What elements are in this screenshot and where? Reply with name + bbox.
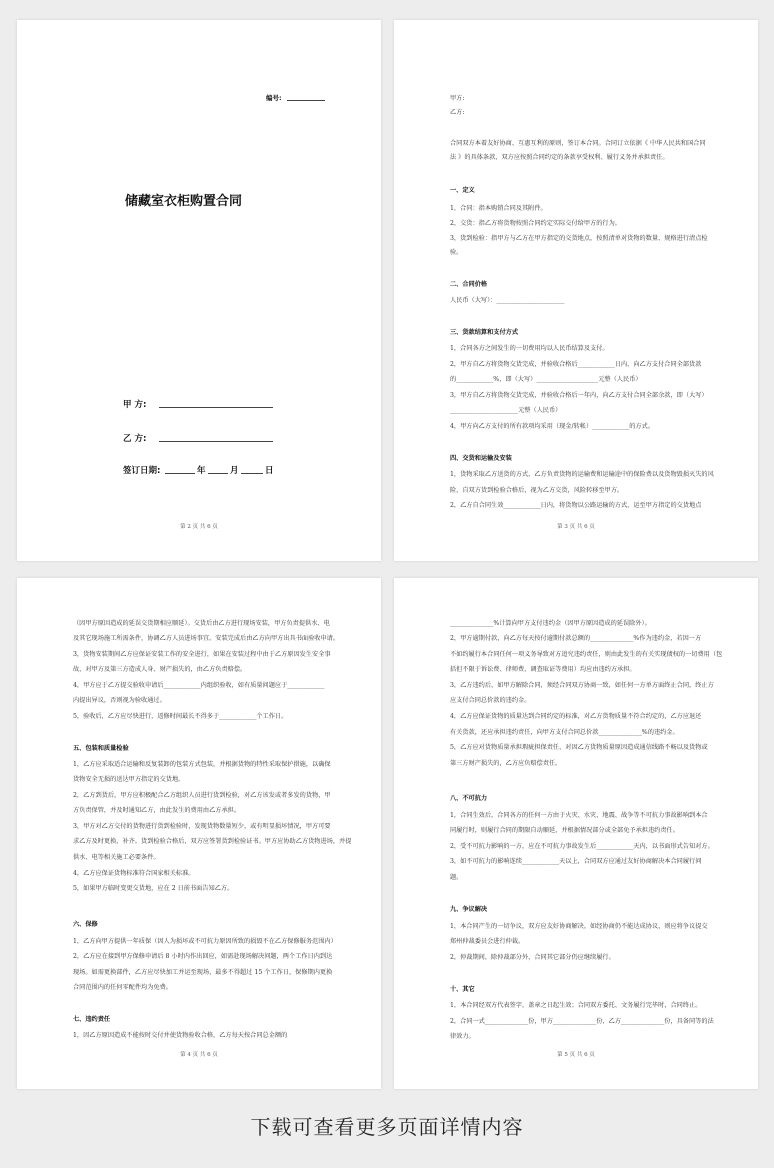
body-line: 4，乙方应保证货物标准符合国家相关标准。 <box>73 870 195 877</box>
section-heading: 六、保修 <box>73 921 98 928</box>
body-line: 及其它现场施工所需条件，协调乙方人员进场事宜。安装完成后由乙方向甲方出具书面验收申请。 <box>73 635 340 642</box>
body-line: 2，受不可抗力影响的一方，应在不可抗力事故发生后____________天内，以书面形式告知对方。 <box>450 843 714 850</box>
body-line: 3，货到检验：指甲方与乙方在甲方指定的交货地点，按照清单对货物的数量、规格进行清点检 <box>450 235 708 242</box>
page-footer: 第 4 页 共 6 页 <box>180 1052 218 1058</box>
contract-number-label: 编号: <box>266 94 282 102</box>
page-footer: 第 3 页 共 6 页 <box>557 524 595 530</box>
body-line: 4，甲方应于乙方提交验收申请后____________内组织验收，如有质量问题应于____________ <box>73 682 325 689</box>
body-line: 3，乙方违约后，如甲方解除合同，须经合同双方协商一致，如任何一方单方面终止合同，终止方 <box>450 682 714 689</box>
body-line: 5，如果甲方临时变更交货地，应在 2 日前书面告知乙方。 <box>73 885 234 892</box>
body-line: 3，甲方对乙方交付的货物进行货到检验时，发现货物数量短少，或有明显损坏情况，甲方可要 <box>73 823 331 830</box>
party-b-label: 乙 方: <box>123 434 147 444</box>
body-line: 同履行时，则履行合同的期限自动顺延，并根据情况部分或全部免予承担违约责任。 <box>450 827 679 834</box>
body-line: 1，乙方应采取适合运输和反复装卸的包装方式包装，并根据货物的特性采取保护措施，以确保 <box>73 761 331 768</box>
body-line: 1，合同生效后，合同各方的任何一方由于火灾、水灾、地震、战争等不可抗力事故影响到本合 <box>450 812 708 819</box>
body-line: 2，乙方应在接到甲方保修申请后 8 小时内作出回应，如需赴现场解决问题，两个工作日内到达 <box>73 953 333 960</box>
body-line: 2，乙方自合同生效____________日内，将货物以公路运输的方式，运至甲方指定的交货地点 <box>450 502 702 509</box>
body-line: 供水、电等相关施工必要条件。 <box>73 854 160 861</box>
body-line: 4，乙方应保证货物的质量达到合同约定的标准，对乙方货物质量不符合约定的，乙方应退还 <box>450 713 702 720</box>
sign-year-line <box>165 473 195 474</box>
contract-page-2 <box>394 20 758 561</box>
body-line: 括但不限于诉讼费、律师费、调查取证等费用）均应由违约方承担。 <box>450 666 636 673</box>
section-heading: 七、违约责任 <box>73 1016 111 1023</box>
body-line: 应支付合同总价款的违约金。 <box>450 697 531 704</box>
body-line: 不如约履行本合同任何一项义务导致对方追究违约责任，则由此发生的有关实现债权的一切费用（包 <box>450 651 723 658</box>
section-heading: 十、其它 <box>450 986 475 993</box>
party-a-label: 甲 方: <box>123 400 147 410</box>
body-line: 5，乙方应对货物质量承担瑕疵担保责任，对因乙方货物质量原因造成通信线路不畅以及货物或 <box>450 744 708 751</box>
sign-date-label: 签订日期: <box>123 466 161 476</box>
contract-page-4 <box>394 578 758 1089</box>
body-line: 合同双方本着友好协商、互惠互利的原则，签订本合同。合同订立依据《 中华人民共和国合同 <box>450 140 706 147</box>
sign-day-label: 日 <box>265 466 274 476</box>
section-heading: 一、定义 <box>450 187 475 194</box>
body-line: 有关货款，还应承担违约责任，向甲方支付合同总价款______________%的违约金。 <box>450 729 679 736</box>
body-line: 4，甲方向乙方支付的所有款项均采用（现金/转帐）____________的方式。 <box>450 423 655 430</box>
section-heading: 二、合同价格 <box>450 281 488 288</box>
body-line: 险，自双方货到检验合格后，视为乙方交货，风险转移至甲方。 <box>450 487 624 494</box>
body-line: 1，本合同经双方代表签字，盖章之日起生效；合同双方委托、文务履行完毕时，合同终止。 <box>450 1002 702 1009</box>
body-line: 2，甲方自乙方将货物交货完成，并验收合格后____________日内，向乙方支付合同全部货款 <box>450 361 702 368</box>
contract-page-cover <box>17 20 381 561</box>
body-line: 1，本合同产生的一切争议，双方应友好协商解决。如经协商仍不能达成协议，则应将争议提交 <box>450 923 708 930</box>
body-line: 求乙方及时更换、补齐。货到检验合格后，双方应签署货到检验证书。甲方应协助乙方货物进场，并提 <box>73 838 352 845</box>
section-heading: 五、包装和质量检验 <box>73 745 129 752</box>
body-line: 人民币（大写）：______________________ <box>450 297 565 304</box>
body-line: 法 》的具体条款，双方应按照合同约定的条款享受权利、履行义务并承担责任。 <box>450 154 669 161</box>
contract-number-line <box>287 100 325 101</box>
body-line: 1，合同：指本购销合同及其附件。 <box>450 205 547 212</box>
body-line: 2，合同一式______________份，甲方______________份，乙方______________份，具备同等的法 <box>450 1018 714 1025</box>
body-line: 第三方财产损失的，乙方应负赔偿责任。 <box>450 760 562 767</box>
body-line: 3，甲方自乙方将货物交货完成，并验收合格后一年内，向乙方支付合同全部余款，即（大写） <box>450 392 708 399</box>
body-line: 内提出异议，否则视为验收通过。 <box>73 697 166 704</box>
sign-year-label: 年 <box>197 466 206 476</box>
download-caption: 下载可查看更多页面详情内容 <box>250 1115 524 1139</box>
body-line: 2，仲裁期间，除仲裁部分外，合同其它部分仍应继续履行。 <box>450 954 615 961</box>
body-line: （因甲方原因造成的延误交货期相应顺延）。交货后由乙方进行现场安装，甲方负责提供水、电 <box>73 620 330 627</box>
body-line: 故，对甲方及第三方造成人身、财产损失的，由乙方负责赔偿。 <box>73 666 247 673</box>
sign-day-line <box>241 473 263 474</box>
section-heading: 九、争议解决 <box>450 906 488 913</box>
body-line: ______________________元整（人民币） <box>450 407 562 414</box>
party-a-line <box>159 407 273 408</box>
body-line: 2，甲方逾期付款，向乙方每天按付逾期付款总额的______________%作为违约金，若因一方 <box>450 635 702 642</box>
body-line: 1，乙方向甲方提供一年质保（因人为损坏或不可抗力原因所致的损毁不在乙方保修服务范围内） <box>73 938 337 945</box>
party-b-line <box>159 441 273 442</box>
body-line: 3，如不可抗力的影响连续____________天以上，合同双方应通过友好协商解决本合同履行问 <box>450 858 702 865</box>
body-line: 3，货物安装期间乙方应保证安装工作的安全进行，如果在安装过程中由于乙方原因发生安全事 <box>73 651 331 658</box>
body-line: 郑州仲裁委员会进行仲裁。 <box>450 938 525 945</box>
contract-page-3 <box>17 578 381 1089</box>
body-line: 甲方: <box>450 95 465 102</box>
sign-month-label: 月 <box>230 466 239 476</box>
body-line: 乙方: <box>450 109 465 116</box>
sign-month-line <box>208 473 228 474</box>
body-line: 现场。如需更换部件，乙方应尽快加工并运至现场，最多不得超过 15 个工作日，保修期内更换 <box>73 969 333 976</box>
body-line: 题。 <box>450 874 463 881</box>
contract-title: 储藏室衣柜购置合同 <box>125 194 243 209</box>
section-heading: 四、交货和运输及安装 <box>450 455 512 462</box>
section-heading: 三、货款结算和支付方式 <box>450 329 519 336</box>
body-line: 方负责保管，并及时通知乙方，由此发生的费用由乙方承担。 <box>73 807 241 814</box>
body-line: 1，因乙方原因造成不能按时交付并使货物验收合格，乙方每天按合同总金额的 <box>73 1032 288 1039</box>
body-line: 2，乙方到货后，甲方应积极配合乙方组织人员进行货到检验，对乙方该发或者多发的货物，甲 <box>73 792 331 799</box>
body-line: 5，验收后，乙方应尽快进行，返修时间最长不得多于____________个工作日。 <box>73 713 288 720</box>
body-line: ______________%计算向甲方支付违约金（因甲方原因造成的延误除外）。 <box>450 620 651 627</box>
body-line: 1，合同各方之间发生的一切费用均以人民币结算及支付。 <box>450 345 609 352</box>
body-line: 1，货物采取乙方送货的方式，乙方负责货物的运输费和运输途中的保险费以及货物毁损灭失的风 <box>450 471 714 478</box>
body-line: 合同范围内的任何零配件均为免费。 <box>73 984 172 991</box>
body-line: 的____________%，即（大写）____________________元整（人民币） <box>450 376 642 383</box>
body-line: 货物安全无损的送达甲方指定的交货地。 <box>73 776 185 783</box>
page-footer: 第 5 页 共 6 页 <box>557 1052 595 1058</box>
body-line: 律效力。 <box>450 1033 475 1040</box>
body-line: 验。 <box>450 249 463 256</box>
body-line: 2，交货：指乙方将货物按照合同约定实际交付给甲方的行为。 <box>450 220 621 227</box>
page-footer: 第 2 页 共 6 页 <box>180 524 218 530</box>
section-heading: 八、不可抗力 <box>450 795 488 802</box>
